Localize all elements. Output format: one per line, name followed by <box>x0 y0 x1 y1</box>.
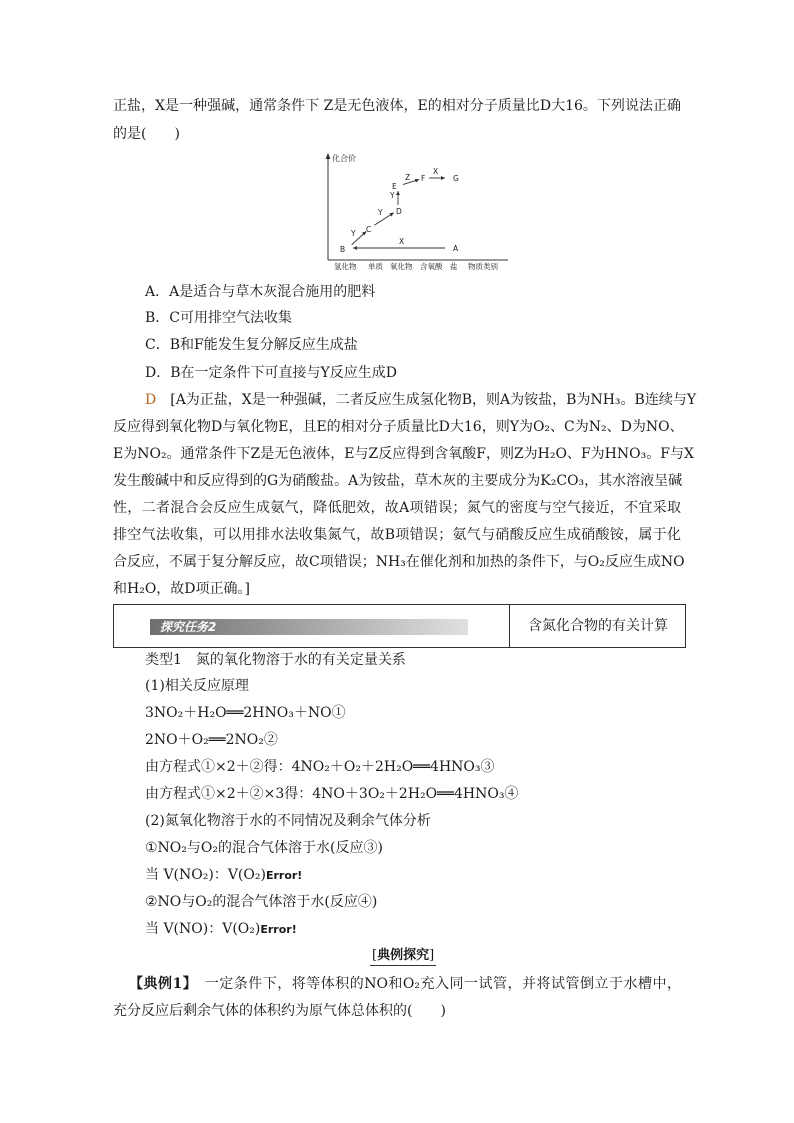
sub2-heading: (2)氮氧化物溶于水的不同情况及剩余气体分析 <box>145 813 431 829</box>
answer-line-4: 发生酸碱中和反应得到的G为硝酸盐。A为铵盐，草木灰的主要成分为K₂CO₃，其水溶液呈碱 <box>113 473 683 489</box>
point-D: D <box>396 207 402 216</box>
valence-category-diagram <box>322 152 512 270</box>
case2-heading: ②NO与O₂的混合气体溶于水(反应④) <box>145 894 378 910</box>
answer-line-3: E为NO₂。通常条件下Z是无色液体，E与Z反应得到含氧酸F，则Z为H₂O、F为HNO₃。F与X <box>113 446 694 462</box>
x-category-3: 含氧酸 <box>420 262 443 270</box>
option-b: B．C可用排空气法收集 <box>145 310 292 326</box>
intro-line-2: 的是( ) <box>113 126 180 142</box>
arrowhead-D-E <box>396 191 400 195</box>
x-category-4: 盐 <box>450 262 458 270</box>
example-text-1: 一定条件下，将等体积的NO和O₂充入同一试管，并将试管倒立于水槽中， <box>190 976 681 992</box>
example-line-2: 充分反应后剩余气体的体积约为原气体总体积的( ) <box>113 1003 446 1019</box>
edge-label-F-G: X <box>433 167 439 176</box>
point-A: A <box>453 244 459 253</box>
point-B: B <box>340 245 346 254</box>
edge-label-D-E: Y <box>390 191 395 200</box>
point-C: C <box>366 225 372 234</box>
edge-label-A-B: X <box>399 237 405 246</box>
x-category-2: 氧化物 <box>390 262 413 270</box>
point-F: F <box>421 174 426 183</box>
case2-ratio <box>145 919 297 940</box>
answer-line-8: 和H₂O，故D项正确。] <box>113 581 250 597</box>
case1-ratio <box>145 865 302 886</box>
x-axis-label: 物质类别 <box>468 262 498 270</box>
case1-error: Error! <box>265 869 303 882</box>
arrowhead-A-B <box>353 246 357 250</box>
arrowhead-F-G <box>441 176 445 180</box>
equation-3: 由方程式①×2＋②得：4NO₂＋O₂＋2H₂O══4HNO₃③ <box>145 759 495 775</box>
point-G: G <box>453 174 459 183</box>
answer-line-2: 反应得到氧化物D与氧化物E，且E的相对分子质量比D大16，则Y为O₂、C为N₂、D为NO、 <box>113 419 684 435</box>
task-banner <box>150 619 468 635</box>
edge-label-E-F: Z <box>405 173 411 182</box>
answer-letter: D <box>145 392 157 408</box>
intro-line-1: 正盐，X是一种强碱，通常条件下 Z是无色液体，E的相对分子质量比D大16。下列说法正确 <box>113 98 681 114</box>
example-heading: [ 典例探究 ] <box>370 947 436 966</box>
task-banner-cell <box>114 605 510 647</box>
case1-ratio-text: 当 V(NO₂)：V(O₂) <box>145 867 266 883</box>
answer-line-7: 合反应，不属于复分解反应，故C项错误；NH₃在催化剂和加热的条件下，与O₂反应生成NO <box>113 554 685 570</box>
example-line-1 <box>129 974 681 994</box>
sub1-heading: (1)相关反应原理 <box>145 678 249 694</box>
edge-label-B-C: Y <box>351 229 356 238</box>
task-title: 含氮化合物的有关计算 <box>528 618 668 634</box>
answer-text-1: [A为正盐，X是一种强碱，二者反应生成氢化物B，则A为铵盐，B为NH₃。B连续与Y <box>170 392 697 408</box>
answer-line-6: 排空气法收集，可以用排水法收集氮气，故B项错误；氨气与硝酸反应生成硝酸铵，属于化 <box>113 527 681 543</box>
y-axis-label: 化合价 <box>332 154 356 163</box>
edge-label-C-D: Y <box>378 208 383 217</box>
task-banner-label: 探究任务2 <box>160 620 217 634</box>
task-header-box <box>113 604 686 648</box>
x-category-0: 氢化物 <box>334 262 357 270</box>
case2-ratio-text: 当 V(NO)：V(O₂) <box>145 921 261 937</box>
point-E: E <box>392 182 397 191</box>
option-d: D．B在一定条件下可直接与Y反应生成D <box>145 365 397 381</box>
option-c: C．B和F能发生复分解反应生成盐 <box>145 337 358 353</box>
example-tag: 【典例1】 <box>129 976 191 992</box>
case1-heading: ①NO₂与O₂的混合气体溶于水(反应③) <box>145 840 383 856</box>
case2-error: Error! <box>260 923 297 936</box>
option-a: A．A是适合与草木灰混合施用的肥料 <box>145 284 376 300</box>
type1-heading: 类型1 氮的氧化物溶于水的有关定量关系 <box>145 652 406 668</box>
equation-4: 由方程式①×2＋②×3得：4NO＋3O₂＋2H₂O══4HNO₃④ <box>145 786 519 802</box>
answer-line-5: 性，二者混合会反应生成氨气，降低肥效，故A项错误；氮气的密度与空气接近，不宜采取 <box>113 500 681 516</box>
equation-2: 2NO＋O₂══2NO₂② <box>145 732 278 748</box>
equation-1: 3NO₂＋H₂O══2HNO₃＋NO① <box>145 705 346 721</box>
x-category-1: 单质 <box>368 262 383 270</box>
answer-line-1 <box>145 390 697 410</box>
